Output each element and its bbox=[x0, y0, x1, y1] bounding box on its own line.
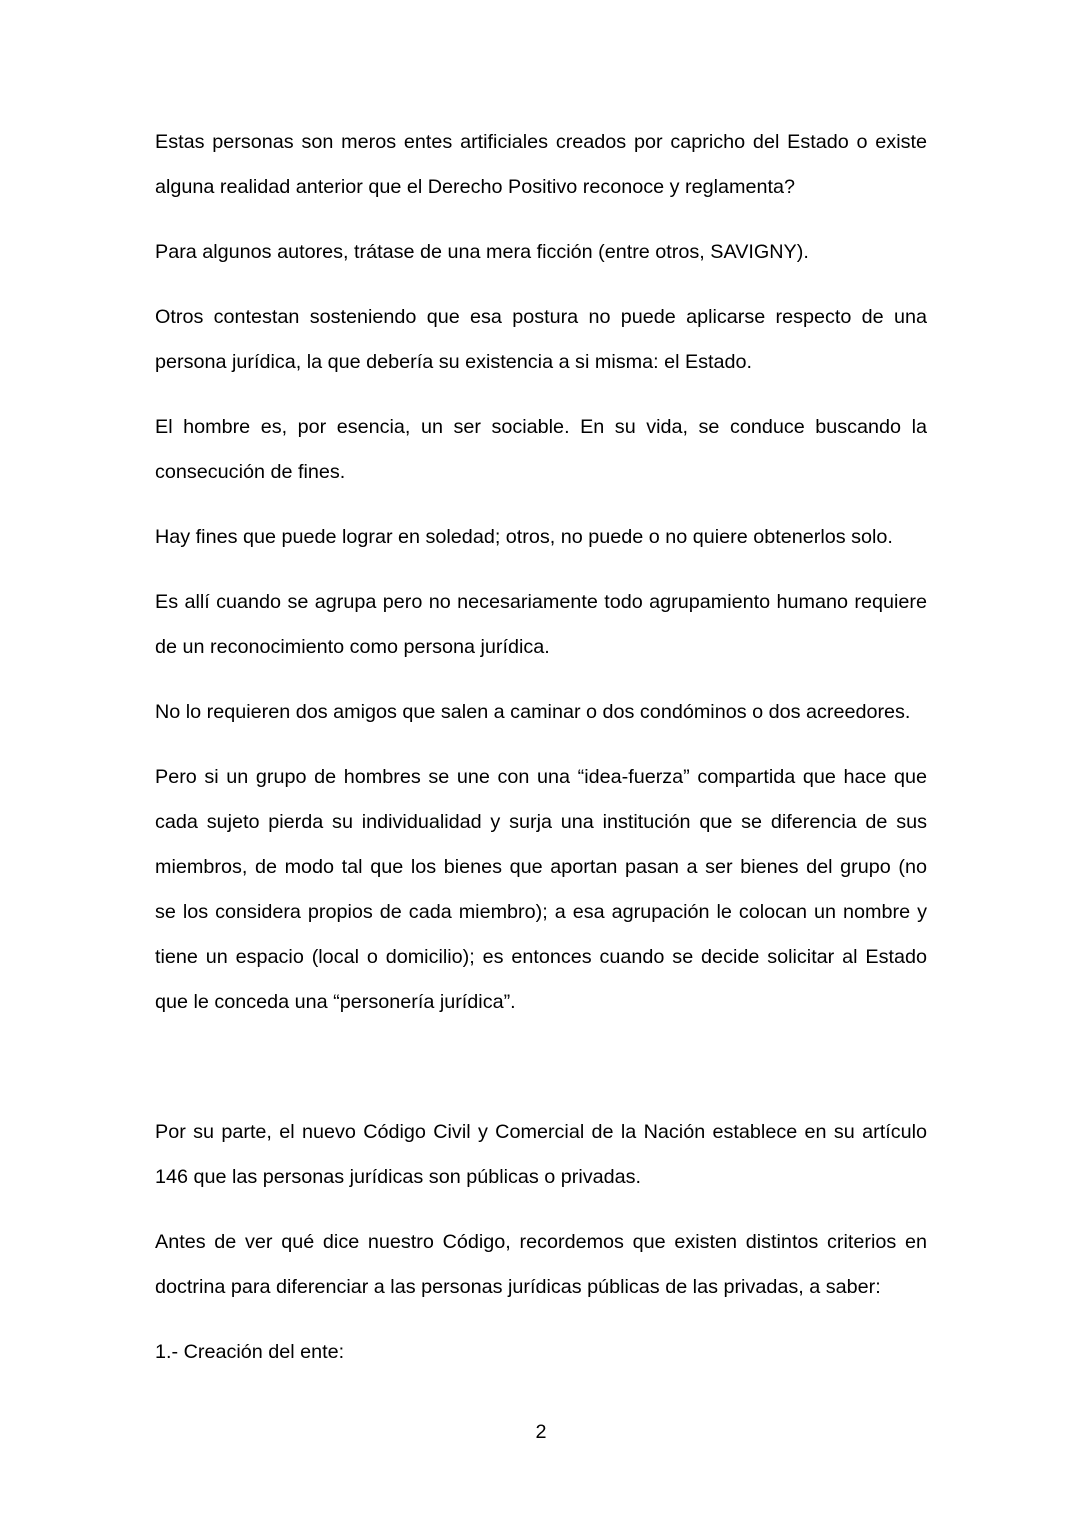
text-line: No lo requieren dos amigos que salen a caminar o dos condóminos o dos acreedores. bbox=[155, 701, 911, 723]
text-line: El hombre es, por esencia, un ser sociable. En su vida, se conduce buscando la bbox=[155, 416, 927, 438]
text-line: Hay fines que puede lograr en soledad; otros, no puede o no quiere obtenerlos solo. bbox=[155, 526, 893, 548]
text-line: 146 que las personas jurídicas son públicas o privadas. bbox=[155, 1166, 642, 1188]
paragraph bbox=[155, 1110, 927, 1200]
paragraph bbox=[155, 580, 927, 670]
text-line: cada sujeto pierda su individualidad y surja una institución que se diferencia de sus bbox=[155, 811, 927, 833]
blank-line bbox=[155, 1045, 927, 1090]
text-line: Estas personas son meros entes artificiales creados por capricho del Estado o existe bbox=[155, 131, 927, 153]
paragraph bbox=[155, 755, 927, 1025]
paragraph-list bbox=[155, 120, 927, 1375]
paragraph bbox=[155, 230, 927, 275]
paragraph bbox=[155, 295, 927, 385]
paragraph bbox=[155, 690, 927, 735]
text-line: que le conceda una “personería jurídica”. bbox=[155, 991, 516, 1013]
paragraph bbox=[155, 515, 927, 560]
text-line: Por su parte, el nuevo Código Civil y Comercial de la Nación establece en su artículo bbox=[155, 1121, 927, 1143]
text-line: alguna realidad anterior que el Derecho Positivo reconoce y reglamenta? bbox=[155, 176, 795, 198]
text-line: tiene un espacio (local o domicilio); es entonces cuando se decide solicitar al Estado bbox=[155, 946, 927, 968]
paragraph bbox=[155, 1045, 927, 1090]
paragraph bbox=[155, 1220, 927, 1310]
page-footer bbox=[155, 1410, 927, 1455]
text-line: consecución de fines. bbox=[155, 461, 346, 483]
text-line: persona jurídica, la que debería su existencia a si misma: el Estado. bbox=[155, 351, 753, 373]
text-line: Pero si un grupo de hombres se une con una “idea-fuerza” compartida que hace que bbox=[155, 766, 927, 788]
text-line: se los considera propios de cada miembro); a esa agrupación le colocan un nombre y bbox=[155, 901, 927, 923]
text-line: Otros contestan sosteniendo que esa postura no puede aplicarse respecto de una bbox=[155, 306, 927, 328]
text-line: doctrina para diferenciar a las personas jurídicas públicas de las privadas, a saber: bbox=[155, 1276, 881, 1298]
paragraph bbox=[155, 120, 927, 210]
text-line: Es allí cuando se agrupa pero no necesariamente todo agrupamiento humano requiere bbox=[155, 591, 927, 613]
text-line: Antes de ver qué dice nuestro Código, recordemos que existen distintos criterios en bbox=[155, 1231, 927, 1253]
text-line: de un reconocimiento como persona jurídica. bbox=[155, 636, 550, 658]
page-content bbox=[155, 120, 927, 1455]
paragraph bbox=[155, 405, 927, 495]
page-number: 2 bbox=[535, 1421, 547, 1443]
text-line: 1.- Creación del ente: bbox=[155, 1341, 345, 1363]
text-line: miembros, de modo tal que los bienes que aportan pasan a ser bienes del grupo (no bbox=[155, 856, 927, 878]
paragraph bbox=[155, 1330, 927, 1375]
text-line: Para algunos autores, trátase de una mera ficción (entre otros, SAVIGNY). bbox=[155, 241, 809, 263]
